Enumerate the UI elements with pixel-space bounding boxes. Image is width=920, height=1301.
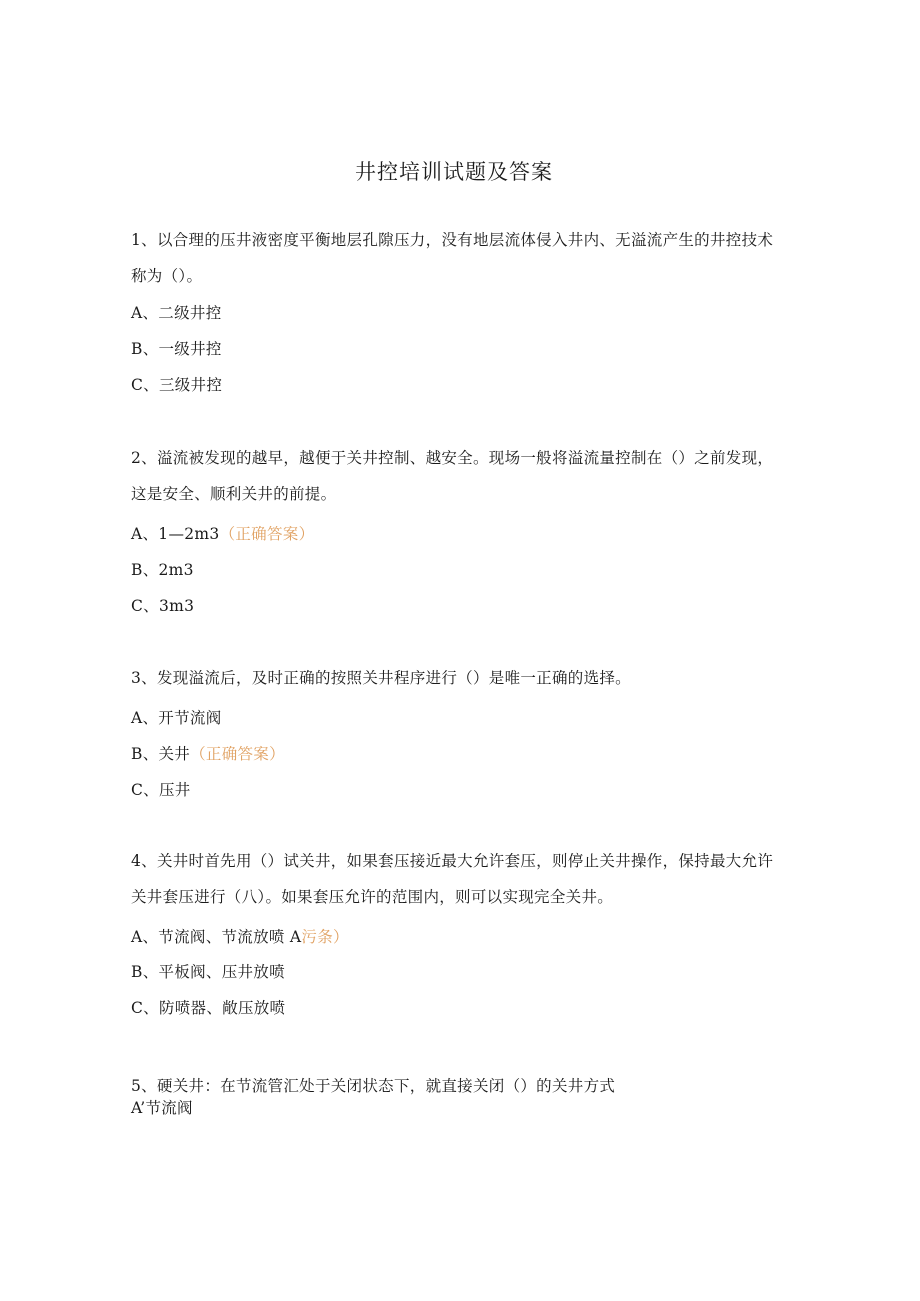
question-4-option-c: C、防喷器、敞压放喷 <box>131 999 286 1017</box>
question-3-stem: 3、发现溢流后，及时正确的按照关井程序进行（）是唯一正确的选择。 <box>131 669 631 687</box>
question-1-option-b: B、一级井控 <box>131 340 222 358</box>
question-4-option-b: B、平板阀、压井放喷 <box>131 963 285 981</box>
question-1-option-a: A、二级井控 <box>131 304 222 322</box>
question-3-option-b: B、关井（正确答案） <box>131 745 285 763</box>
question-2-option-c: C、3m3 <box>131 597 195 615</box>
correct-answer-mark: （正确答案） <box>219 525 315 543</box>
question-3-option-a: A、开节流阀 <box>131 709 222 727</box>
correct-answer-mark: 污条） <box>301 928 349 946</box>
correct-answer-mark: （正确答案） <box>190 745 285 763</box>
question-5-option-a: A’节流阀 <box>131 1099 193 1117</box>
question-5-stem: 5、硬关井：在节流管汇处于关闭状态下，就直接关闭（）的关井方式 <box>131 1077 616 1095</box>
question-4-option-a: A、节流阀、节流放喷 A污条） <box>131 928 349 946</box>
question-4-stem: 4、关井时首先用（）试关井，如果套压接近最大允许套压，则停止关井操作，保持最大允许关井套压进行（八）。如果套压允许的范围内，则可以实现完全关井。 <box>131 852 774 906</box>
document-title: 井控培训试题及答案 <box>355 160 553 184</box>
question-1-option-c: C、三级井控 <box>131 376 223 394</box>
question-2-stem: 2、溢流被发现的越早，越便于关井控制、越安全。现场一般将溢流量控制在（）之前发现，这是安全、顺利关井的前提。 <box>131 449 774 503</box>
question-2-option-b: B、2m3 <box>131 561 194 579</box>
question-1-stem: 1、以合理的压井液密度平衡地层孔隙压力，没有地层流体侵入井内、无溢流产生的井控技术称为（）。 <box>131 231 774 285</box>
question-2-option-a: A、1—2m3（正确答案） <box>131 525 315 543</box>
question-3-option-c: C、压井 <box>131 781 191 799</box>
